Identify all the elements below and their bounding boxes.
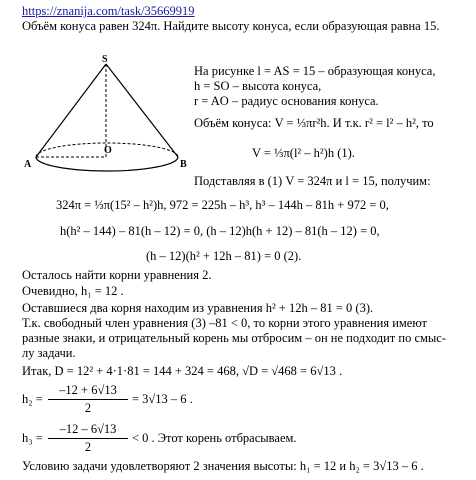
h2-denominator: 2: [84, 401, 92, 415]
h2-numerator: –12 + 6√13: [59, 383, 117, 397]
line-root-h1: Очевидно, h₁ = 12 .: [22, 284, 124, 298]
h2-rhs: = 3√13 – 6 .: [132, 392, 193, 406]
h2-lhs: h₂ =: [22, 392, 43, 406]
line-signs: разные знаки, и отрицательный корень мы отбросим – он не подходит по смыс-: [22, 331, 447, 345]
source-link[interactable]: https://znanija.com/task/35669919: [22, 4, 195, 18]
line-free-term: Т.к. свободный член уравнения (3) –81 < 0, то корни этого уравнения имеют: [22, 316, 427, 330]
cone-base-front: [36, 157, 178, 171]
line-volume-formula: Объём конуса: V = ⅓πr²h. И т.к. r² = l² – h², то: [194, 116, 434, 130]
equation-derivation-1: 324π = ⅓π(15² – h²)h, 972 = 225h – h³, h³ – 144h – 81h + 972 = 0,: [56, 198, 389, 212]
line-task-sense: лу задачи.: [22, 346, 76, 360]
h3-numerator: –12 – 6√13: [59, 422, 117, 436]
label-a: A: [24, 159, 32, 170]
label-b: B: [180, 159, 187, 170]
h3-fraction-bar: [48, 438, 128, 439]
label-o: O: [104, 145, 112, 156]
line-find-roots: Осталось найти корни уравнения 2.: [22, 268, 212, 282]
line-substitution: Подставляя в (1) V = 324π и l = 15, получим:: [194, 174, 431, 188]
h2-fraction-bar: [48, 399, 128, 400]
h3-lhs: h₃ =: [22, 431, 43, 445]
line-discriminant: Итак, D = 12² + 4·1·81 = 144 + 324 = 468, √D = √468 = 6√13 .: [22, 364, 343, 378]
cone-figure: [22, 54, 192, 179]
equation-1: V = ⅓π(l² – h²)h (1).: [252, 146, 355, 160]
final-answer: Условию задачи удовлетворяют 2 значения высоты: h₁ = 12 и h₂ = 3√13 – 6 .: [22, 459, 424, 473]
line-equation-3: Оставшиеся два корня находим из уравнения h² + 12h – 81 = 0 (3).: [22, 301, 374, 315]
h3-rhs: < 0 . Этот корень отбрасываем.: [132, 431, 297, 445]
cone-side-right: [106, 64, 178, 157]
equation-2: (h – 12)(h² + 12h – 81) = 0 (2).: [146, 249, 302, 263]
equation-derivation-2: h(h² – 144) – 81(h – 12) = 0, (h – 12)h(h + 12) – 81(h – 12) = 0,: [60, 224, 380, 238]
line-height: h = SO – высота конуса,: [194, 79, 322, 93]
line-generatrix: На рисунке l = AS = 15 – образующая конуса,: [194, 64, 436, 78]
problem-statement: Объём конуса равен 324π. Найдите высоту конуса, если образующая равна 15.: [22, 19, 440, 33]
line-radius: r = AO – радиус основания конуса.: [194, 94, 379, 108]
h3-denominator: 2: [84, 440, 92, 454]
label-s: S: [102, 54, 108, 65]
